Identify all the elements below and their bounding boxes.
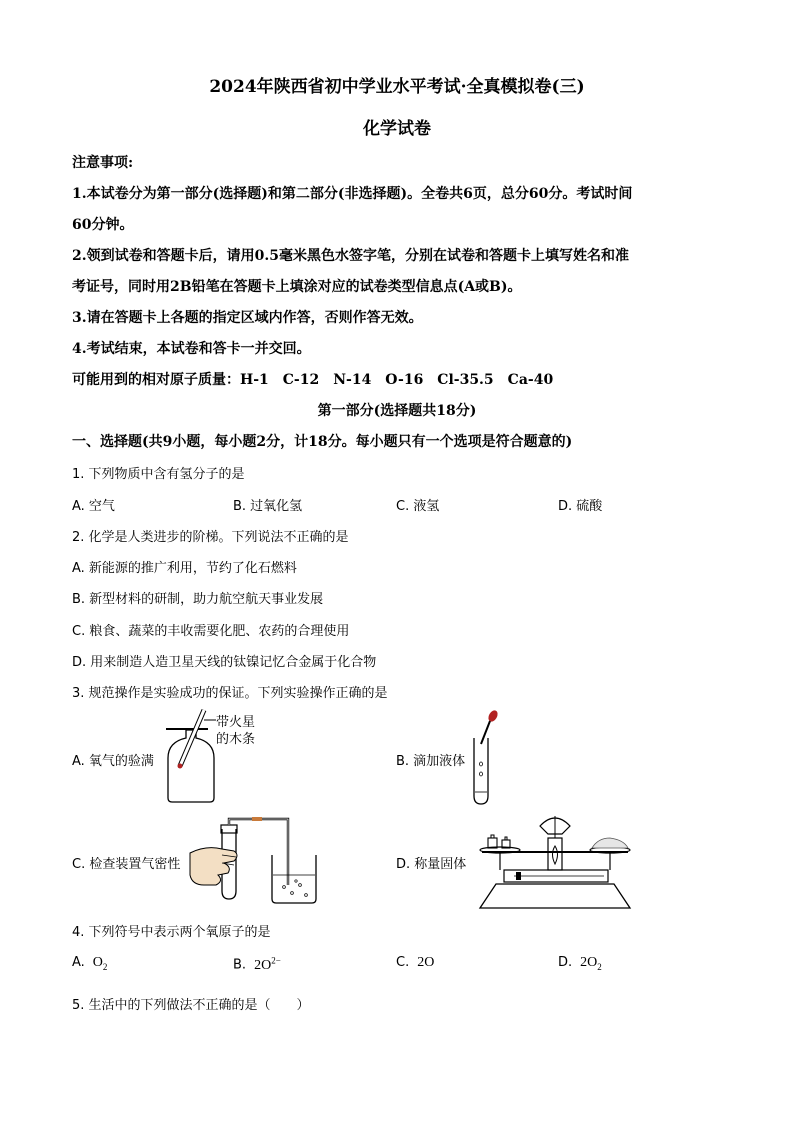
- q4-option-d-formula: [580, 955, 602, 970]
- note-4: 4.考试结束，本试卷和答卡一并交回。: [72, 341, 311, 357]
- q4-b-sup: 2−: [271, 955, 281, 965]
- q2-option-d: D. 用来制造人造卫星天线的钛镍记忆合金属于化合物: [72, 655, 377, 670]
- q1-option-b: B. 过氧化氢: [233, 499, 303, 514]
- splint-label-line-2: 的木条: [216, 732, 256, 747]
- q2-option-c: C. 粮食、蔬菜的丰收需要化肥、农药的合理使用: [72, 624, 350, 639]
- note-2-line-2: 考证号，同时用2B铅笔在答题卡上填涂对应的试卷类型信息点(A或B)。: [72, 279, 522, 295]
- section-1-heading: 一、选择题(共9小题，每小题2分，计18分。每小题只有一个选项是符合题意的): [72, 434, 573, 450]
- q1-option-a: A. 空气: [72, 499, 115, 514]
- note-1-line-1: 1.本试卷分为第一部分(选择题)和第二部分(非选择题)。全卷共6页，总分60分。考试时间: [72, 186, 633, 202]
- q4-a-main: O: [92, 955, 103, 970]
- q4-option-a-formula: [93, 955, 108, 970]
- q4-a-sub: 2: [102, 961, 108, 972]
- page-subtitle: 化学试卷: [363, 119, 431, 139]
- q4-option-a-letter: A.: [72, 955, 85, 970]
- q4-d-sub: 2: [597, 961, 602, 972]
- note-2-line-1: 2.领到试卷和答题卡后，请用0.5毫米黑色水签字笔，分别在试卷和答题卡上填写姓名和准: [72, 248, 629, 264]
- q4-d-main: 2O: [580, 955, 598, 970]
- splint-label-line-1: 带火星: [216, 715, 256, 730]
- q4-option-d: [558, 955, 602, 972]
- q3-option-b-label: B. 滴加液体: [396, 754, 466, 769]
- weighing-solid-figure: [474, 808, 636, 912]
- q4-option-c-letter: C.: [396, 955, 410, 970]
- q2-option-a: A. 新能源的推广利用，节约了化石燃料: [72, 561, 297, 576]
- q4-option-b-formula: [254, 955, 281, 973]
- airtightness-figure: [188, 815, 324, 905]
- note-1-line-2: 60分钟。: [72, 217, 134, 233]
- q1-option-c: C. 液氢: [396, 499, 440, 514]
- q4-option-c-formula: 2O: [417, 955, 435, 970]
- q4-option-a: [72, 955, 107, 972]
- atomic-mass-line: 可能用到的相对原子质量：H-1 C-12 N-14 O-16 Cl-35.5 Ca-40: [72, 372, 554, 388]
- q2-option-b: B. 新型材料的研制，助力航空航天事业发展: [72, 592, 324, 607]
- q3-option-a-label: A. 氧气的验满: [72, 754, 154, 769]
- note-3: 3.请在答题卡上各题的指定区域内作答，否则作答无效。: [72, 310, 423, 326]
- q1-option-d: D. 硫酸: [558, 499, 603, 514]
- page-title: 2024年陕西省初中学业水平考试·全真模拟卷(三): [209, 77, 585, 97]
- q3-option-c-label: C. 检查装置气密性: [72, 857, 181, 872]
- q1-stem: 1. 下列物质中含有氢分子的是: [72, 467, 245, 482]
- part-1-heading: 第一部分(选择题共18分): [317, 403, 477, 419]
- q4-option-b-letter: B.: [233, 957, 247, 973]
- q3-stem: 3. 规范操作是实验成功的保证。下列实验操作正确的是: [72, 686, 388, 701]
- dropping-liquid-figure: [470, 708, 500, 806]
- q4-option-d-letter: D.: [558, 955, 573, 970]
- q3-option-d-label: D. 称量固体: [396, 857, 467, 872]
- q4-stem: 4. 下列符号中表示两个氧原子的是: [72, 925, 271, 940]
- q2-stem: 2. 化学是人类进步的阶梯。下列说法不正确的是: [72, 530, 349, 545]
- q4-b-main: 2O: [254, 957, 272, 973]
- q4-option-b: [233, 955, 281, 974]
- q4-option-c: [396, 955, 434, 971]
- notes-heading: 注意事项:: [72, 155, 134, 171]
- q5-stem: 5. 生活中的下列做法不正确的是（ ）: [72, 998, 310, 1013]
